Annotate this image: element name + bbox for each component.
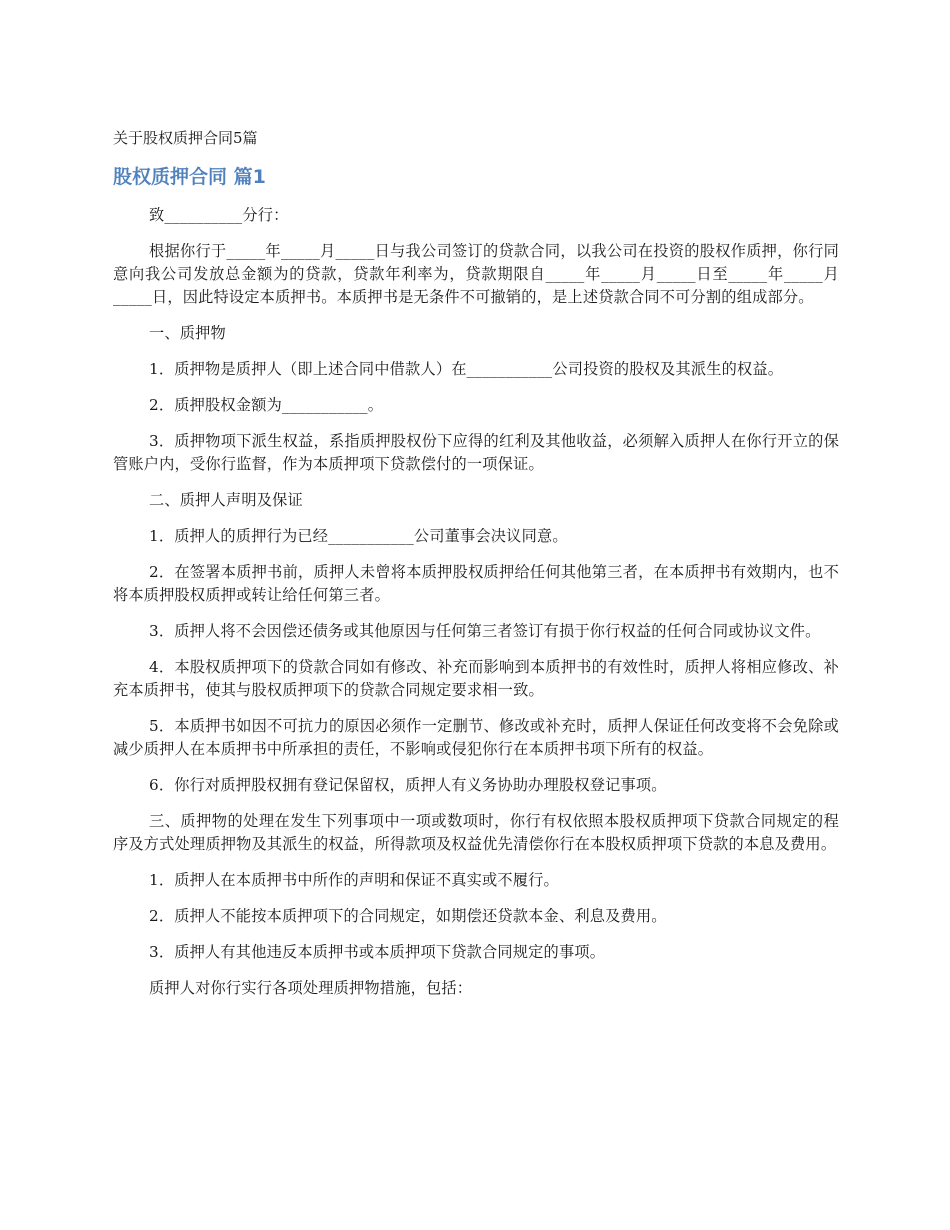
paragraph-intro: 根据你行于_____年_____月_____日与我公司签订的贷款合同，以我公司在投资的股权作质押，你行同意向我公司发放总金额为的贷款，贷款年利率为，贷款期限自_____年_____月_____日至_____年_____月_____日，因此特设定本质押书。本质押书是无条件不可撤销的，是上述贷款合同不可分割的组成部分。 bbox=[113, 242, 839, 306]
paragraph-closing: 质押人对你行实行各项处理质押物措施，包括： bbox=[149, 979, 473, 997]
paragraph-section-3: 三、质押物的处理在发生下列事项中一项或数项时，你行有权依照本股权质押项下贷款合同规定的程序及方式处理质押物及其派生的权益，所得款项及权益优先清偿你行在本股权质押项下贷款的本息及费用。 bbox=[113, 812, 839, 853]
document-title: 关于股权质押合同5篇 bbox=[113, 129, 258, 147]
paragraph-item: 2．在签署本质押书前，质押人未曾将本质押股权质押给任何其他第三者，在本质押书有效期内，也不将本质押股权质押或转让给任何第三者。 bbox=[113, 563, 839, 604]
paragraph-salutation: 致__________分行： bbox=[149, 206, 289, 224]
paragraph-section-1-heading: 一、质押物 bbox=[149, 324, 226, 342]
paragraph-item: 3．质押人将不会因偿还债务或其他原因与任何第三者签订有损于你行权益的任何合同或协议文件。 bbox=[149, 622, 821, 640]
paragraph-item: 5．本质押书如因不可抗力的原因必须作一定删节、修改或补充时，质押人保证任何改变将不会免除或减少质押人在本质押书中所承担的责任，不影响或侵犯你行在本质押书项下所有的权益。 bbox=[113, 717, 839, 758]
paragraph-item: 1．质押人的质押行为已经___________公司董事会决议同意。 bbox=[149, 527, 568, 545]
document-body bbox=[113, 204, 839, 1013]
paragraph-item: 2．质押人不能按本质押项下的合同规定，如期偿还贷款本金、利息及费用。 bbox=[149, 907, 667, 925]
paragraph-item: 3．质押物项下派生权益，系指质押股权份下应得的红利及其他收益，必须解入质押人在你行开立的保管账户内，受你行监督，作为本质押项下贷款偿付的一项保证。 bbox=[113, 432, 839, 473]
paragraph-item: 2．质押股权金额为___________。 bbox=[149, 396, 384, 414]
paragraph-item: 1．质押人在本质押书中所作的声明和保证不真实或不履行。 bbox=[149, 871, 559, 889]
paragraph-item: 1．质押物是质押人（即上述合同中借款人）在___________公司投资的股权及其派生的权益。 bbox=[149, 360, 784, 378]
section-heading: 股权质押合同 篇1 bbox=[113, 166, 266, 188]
paragraph-item: 4．本股权质押项下的贷款合同如有修改、补充而影响到本质押书的有效性时，质押人将相应修改、补充本质押书，使其与股权质押项下的贷款合同规定要求相一致。 bbox=[113, 658, 839, 699]
paragraph-item: 3．质押人有其他违反本质押书或本质押项下贷款合同规定的事项。 bbox=[149, 943, 606, 961]
paragraph-item: 6．你行对质押股权拥有登记保留权，质押人有义务协助办理股权登记事项。 bbox=[149, 776, 667, 794]
paragraph-section-2-heading: 二、质押人声明及保证 bbox=[149, 491, 303, 509]
